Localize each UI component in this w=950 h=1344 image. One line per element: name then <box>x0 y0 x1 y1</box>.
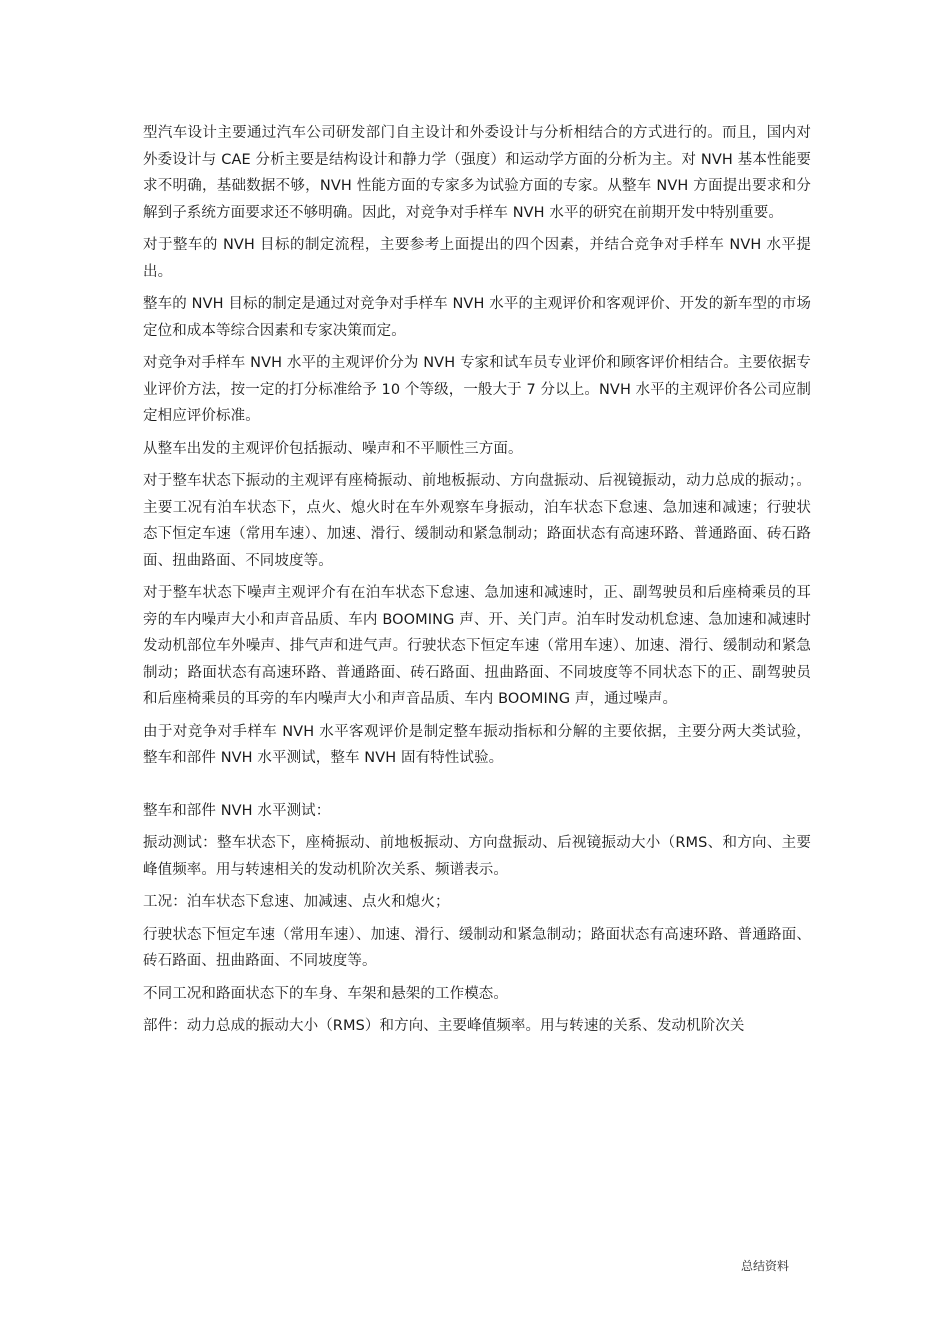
paragraph-conditions: 工况：泊车状态下怠速、加减速、点火和熄火； <box>143 894 450 910</box>
paragraph-modal: 不同工况和路面状态下的车身、车架和悬架的工作模态。 <box>143 985 508 1002</box>
paragraph-1: 型汽车设计主要通过汽车公司研发部门自主设计和外委设计与分析相结合的方式进行的。而且，国内对外委设计与 CAE 分析主要是结构设计和静力学（强度）和运动学方面的分析为主。对 NVH 基本性能要求不明确，基础数据不够，NVH 性能方面的专家多为试验方面的专家。从整车 NVH 方面提出要求和分解到子系统方面要求还不够明确。因此，对竞争对手样车 NVH 水平的研究在前期开发中特别重要。 <box>143 125 811 221</box>
paragraph-4: 对竞争对手样车 NVH 水平的主观评价分为 NVH 专家和试车员专业评价和顾客评价相结合。主要依据专业评价方法，按一定的打分标准给予 10 个等级，一般大于 7 分以上。NVH 水平的主观评价各公司应制定相应评价标准。 <box>143 355 811 424</box>
footer-note: 总结资料 <box>741 1259 790 1273</box>
paragraph-5: 从整车出发的主观评价包括振动、噪声和不平顺性三方面。 <box>143 440 523 457</box>
section-heading-nvh-test: 整车和部件 NVH 水平测试： <box>143 802 331 819</box>
paragraph-6: 对于整车状态下振动的主观评有座椅振动、前地板振动、方向盘振动、后视镜振动，动力总成的振动；。主要工况有泊车状态下，点火、熄火时在车外观察车身振动，泊车状态下怠速、急加速和减速；行驶状态下恒定车速（常用车速）、加速、滑行、缓制动和紧急制动；路面状态有高速环路、普通路面、砖石路面、扭曲路面、不同坡度等。 <box>143 473 811 569</box>
document-body <box>143 120 811 1046</box>
paragraph-components: 部件：动力总成的振动大小（RMS）和方向、主要峰值频率。用与转速的关系、发动机阶次关 <box>143 1018 745 1034</box>
paragraph-8: 由于对竞争对手样车 NVH 水平客观评价是制定整车振动指标和分解的主要依据，主要分两大类试验，整车和部件 NVH 水平测试，整车 NVH 固有特性试验。 <box>143 723 811 766</box>
paragraph-3: 整车的 NVH 目标的制定是通过对竞争对手样车 NVH 水平的主观评价和客观评价、开发的新车型的市场定位和成本等综合因素和专家决策而定。 <box>143 296 811 339</box>
paragraph-2: 对于整车的 NVH 目标的制定流程，主要参考上面提出的四个因素，并结合竞争对手样车 NVH 水平提出。 <box>143 237 811 280</box>
paragraph-vibration-test: 振动测试：整车状态下，座椅振动、前地板振动、方向盘振动、后视镜振动大小（RMS、和方向、主要峰值频率。用与转速相关的发动机阶次关系、频谱表示。 <box>143 835 811 878</box>
paragraph-7: 对于整车状态下噪声主观评介有在泊车状态下怠速、急加速和减速时，正、副驾驶员和后座椅乘员的耳旁的车内噪声大小和声音品质、车内 BOOMING 声、开、关门声。泊车时发动机怠速、急加速和减速时发动机部位车外噪声、排气声和进气声。行驶状态下恒定车速（常用车速）、加速、滑行、缓制动和紧急制动；路面状态有高速环路、普通路面、砖石路面、扭曲路面、不同坡度等不同状态下的正、副驾驶员和后座椅乘员的耳旁的车内噪声大小和声音品质、车内 BOOMING 声，通过噪声。 <box>143 585 811 707</box>
paragraph-driving-state: 行驶状态下恒定车速（常用车速）、加速、滑行、缓制动和紧急制动；路面状态有高速环路、普通路面、砖石路面、扭曲路面、不同坡度等。 <box>143 926 811 969</box>
